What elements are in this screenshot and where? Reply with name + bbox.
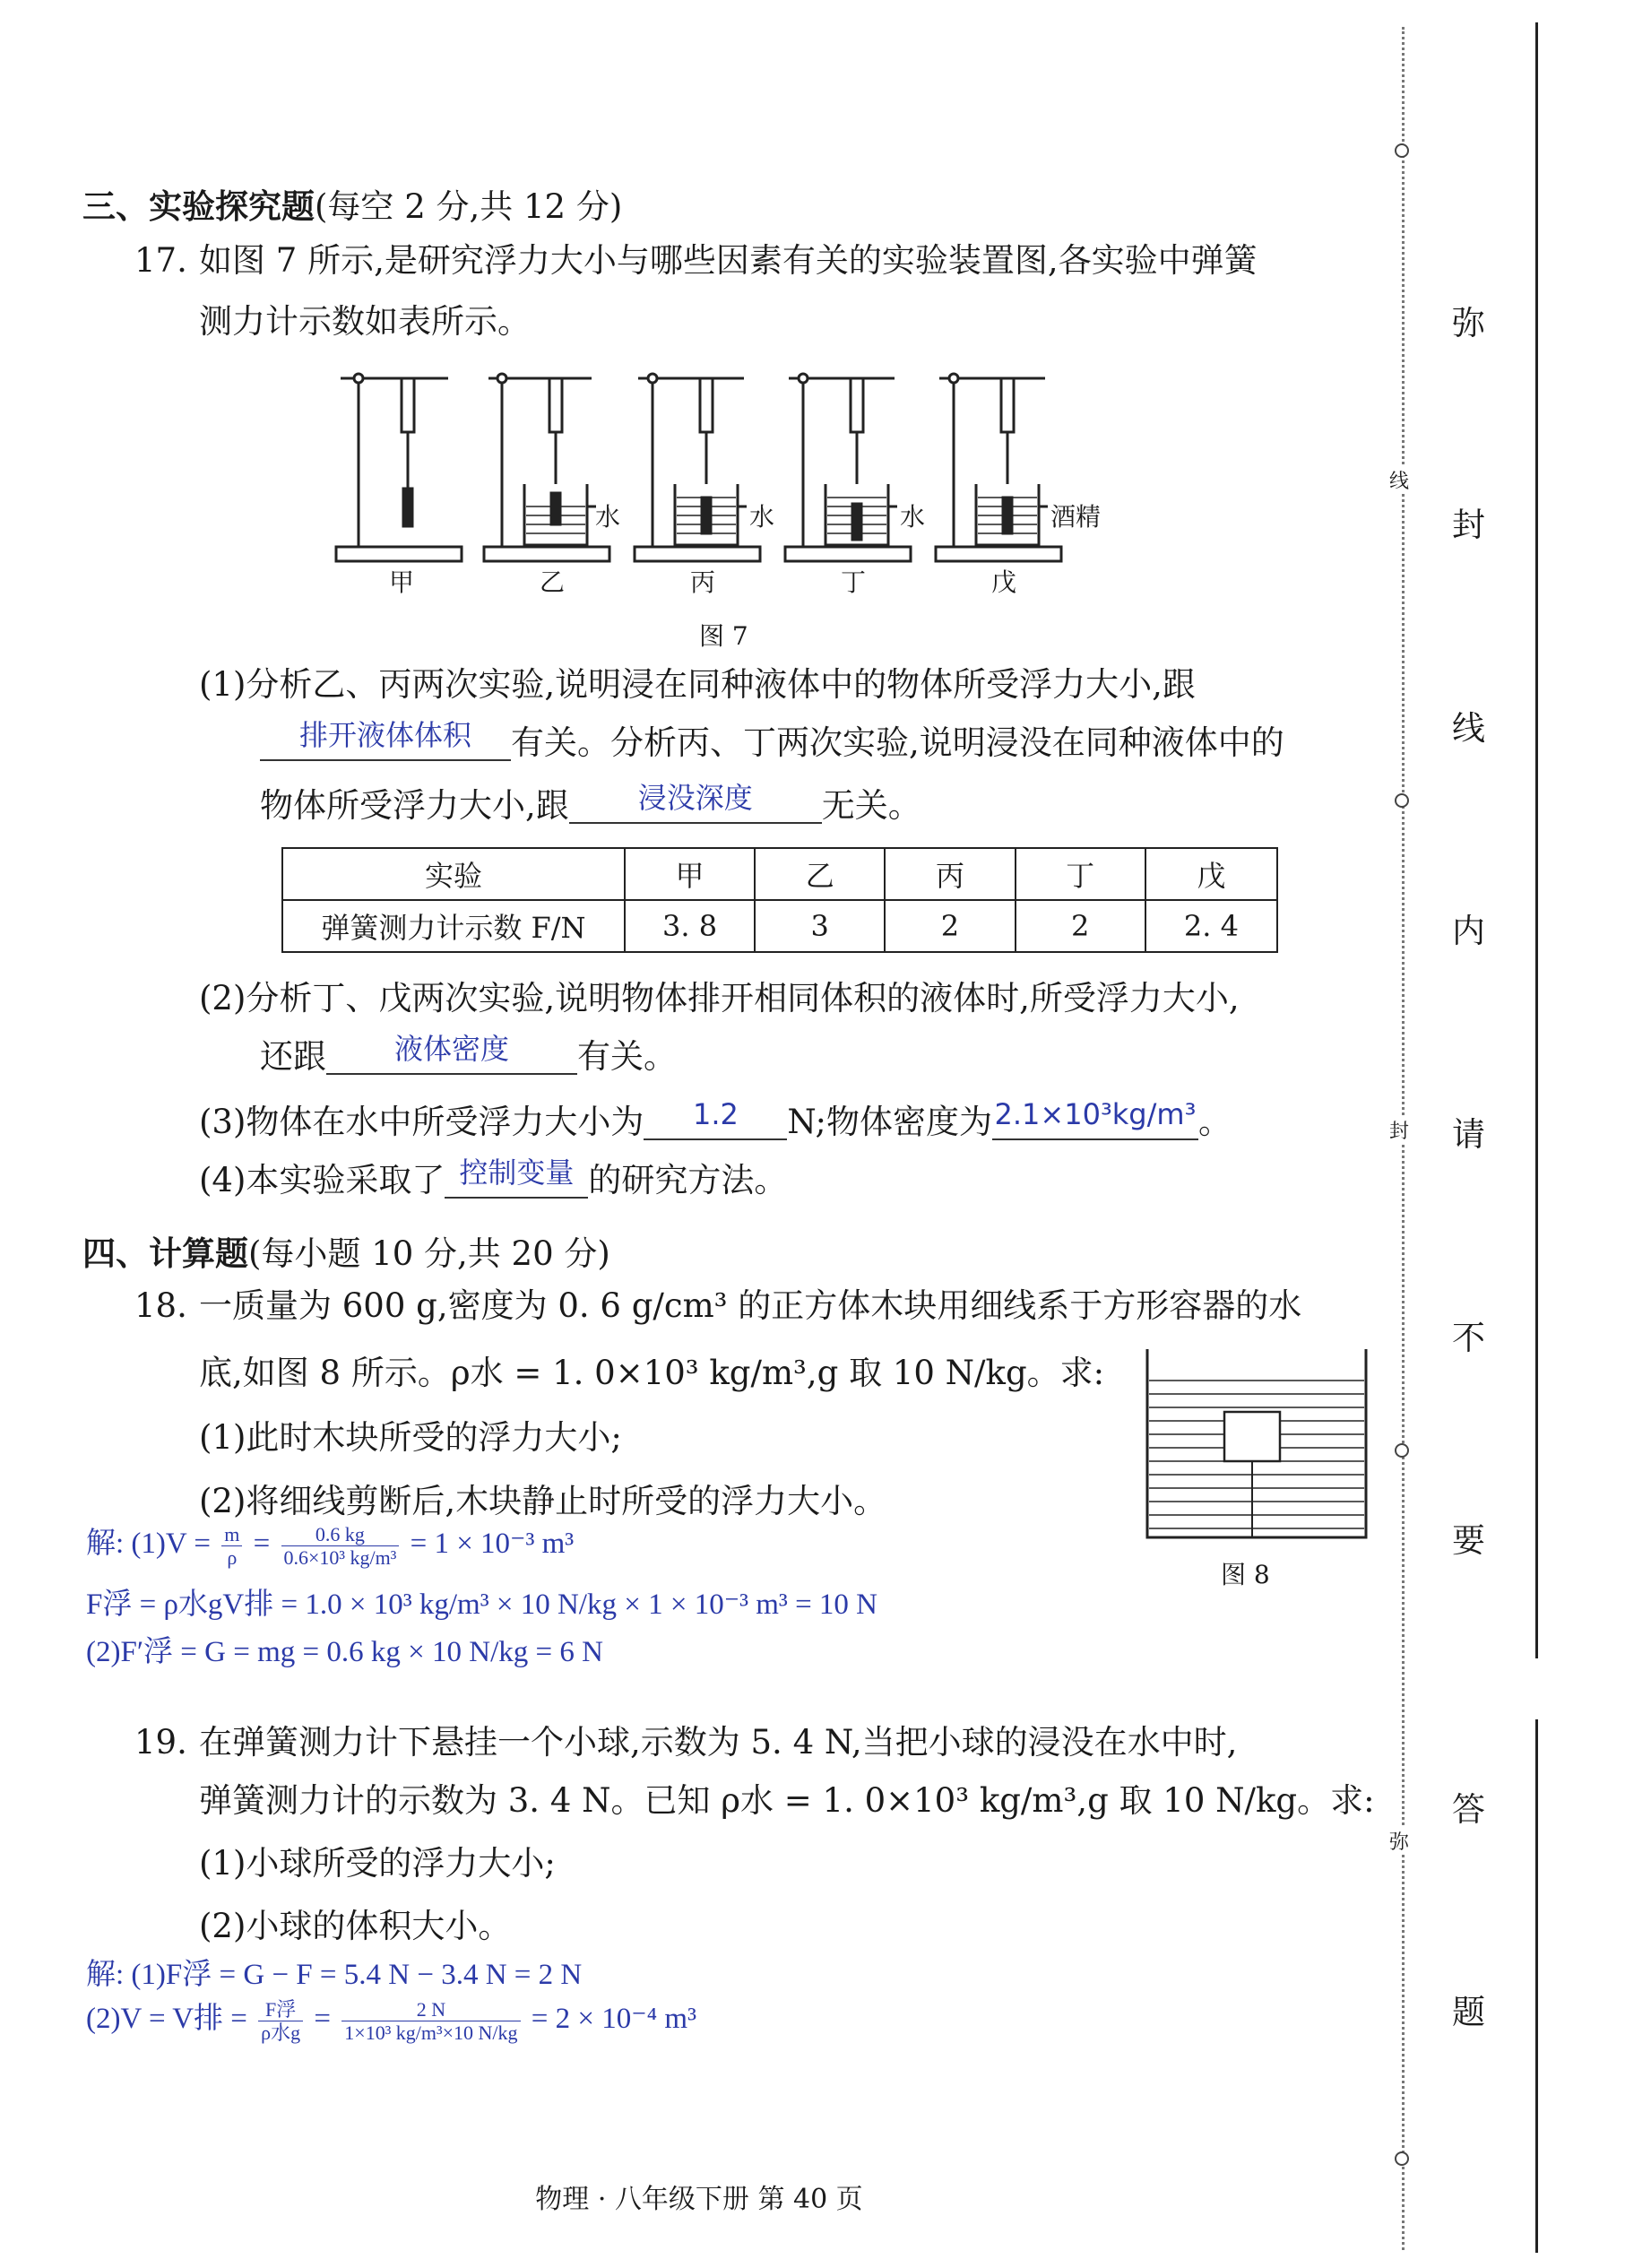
figure-7-caption: 图 7 — [699, 621, 748, 651]
side-char: 请 — [1452, 1115, 1485, 1154]
answer-5: 2.1×10³kg/m³ — [994, 1097, 1197, 1131]
q17-p1-line1: (1)分析乙、丙两次实验,说明浸在同种液体中的物体所受浮力大小,跟 — [199, 665, 1196, 704]
margin-mark: 线 — [1389, 466, 1409, 494]
answer-blank-1 — [260, 718, 511, 761]
q18-solution-line1: 解: (1)V = $\frac{m}{\rho}$ = $\frac{0.6 kg}{\text{0.6×10³ kg/m³}}$ = 1 × 10⁻³ m³ — [86, 1522, 575, 1569]
side-char: 不 — [1452, 1319, 1485, 1357]
answer-blank-5 — [992, 1097, 1198, 1140]
q17-p2-line1: (2)分析丁、戊两次实验,说明物体排开相同体积的液体时,所受浮力大小, — [199, 979, 1240, 1017]
margin-mark: 弥 — [1389, 1827, 1409, 1855]
table-cell: 3 — [755, 900, 885, 952]
table-cell: 弹簧测力计示数 F/N — [282, 900, 625, 952]
side-char: 线 — [1452, 709, 1485, 748]
side-char: 题 — [1452, 1993, 1485, 2031]
q18-number: 18. — [134, 1286, 187, 1325]
table-header: 丁 — [1016, 848, 1145, 900]
q17-p4: (4)本实验采取了 控制变量 的研究方法。 — [199, 1156, 788, 1199]
fig7-label-wu: 戊 — [991, 567, 1017, 597]
section4-title: 四、计算题(每小题 10 分,共 20 分) — [82, 1234, 610, 1273]
table-header: 丙 — [885, 848, 1015, 900]
q17-p2-line2: 还跟 液体密度 有关。 — [260, 1032, 677, 1076]
q17-stem-line1: 如图 7 所示,是研究浮力大小与哪些因素有关的实验装置图,各实验中弹簧 — [199, 241, 1258, 280]
apparatus-wu — [936, 374, 1061, 561]
q19-line1: 在弹簧测力计下悬挂一个小球,示数为 5. 4 N,当把小球的浸没在水中时, — [199, 1723, 1238, 1762]
liquid-label-yi: 水 — [595, 502, 621, 532]
table-header: 甲 — [625, 848, 755, 900]
cut-circle — [1395, 143, 1409, 158]
fig7-label-yi: 乙 — [540, 567, 566, 597]
q17-stem-line2: 测力计示数如表所示。 — [199, 302, 531, 341]
answer-blank-2 — [569, 781, 822, 824]
side-char: 内 — [1452, 912, 1485, 950]
cut-circle — [1395, 793, 1409, 808]
q18-sub2: (2)将细线剪断后,木块静止时所受的浮力大小。 — [199, 1482, 887, 1520]
side-char: 弥 — [1452, 304, 1485, 342]
table-header: 戊 — [1145, 848, 1277, 900]
fig7-label-ding: 丁 — [841, 567, 867, 597]
answer-3: 液体密度 — [393, 1032, 509, 1066]
table-cell: 3. 8 — [625, 900, 755, 952]
liquid-label-bing: 水 — [749, 502, 775, 532]
q18-line2: 底,如图 8 所示。ρ水 = 1. 0×10³ kg/m³,g 取 10 N/kg。求: — [199, 1354, 1105, 1392]
answer-4: 1.2 — [692, 1097, 739, 1131]
answer-blank-4 — [644, 1097, 787, 1140]
data-table — [281, 847, 1278, 953]
table-header: 乙 — [755, 848, 885, 900]
fig7-label-bing: 丙 — [690, 567, 716, 597]
binding-line-bottom — [1535, 1719, 1538, 2253]
q17-number: 17. — [134, 241, 187, 280]
fig7-label-jia: 甲 — [389, 567, 415, 597]
table-header-row — [282, 848, 1277, 900]
apparatus-yi — [484, 374, 609, 561]
q19-solution-line2: (2)V = V排 = $\frac{\text{F浮}}{\text{ρ水g}}$ = $\frac{2 N}{\text{1×10³ kg/m³×10 N/kg}}$ = 2 × 10⁻⁴ m³ — [86, 1997, 696, 2044]
liquid-label-wu: 酒精 — [1050, 502, 1102, 532]
binding-line-top — [1535, 22, 1538, 1658]
liquid-label-ding: 水 — [900, 502, 926, 532]
q18-solution-line2: F浮 = ρ水gV排 = 1.0 × 10³ kg/m³ × 10 N/kg × 1 × 10⁻³ m³ = 10 N — [86, 1588, 878, 1621]
side-char: 要 — [1452, 1521, 1485, 1560]
cut-circle — [1395, 1443, 1409, 1458]
table-cell: 2 — [1016, 900, 1145, 952]
side-char: 封 — [1452, 506, 1485, 544]
answer-2: 浸没深度 — [637, 781, 753, 815]
table-row — [282, 900, 1277, 952]
q19-sub2: (2)小球的体积大小。 — [199, 1907, 512, 1945]
cut-circle — [1395, 2151, 1409, 2166]
answer-1: 排开液体体积 — [298, 718, 471, 752]
q19-line2: 弹簧测力计的示数为 3. 4 N。已知 ρ水 = 1. 0×10³ kg/m³,g 取 10 N/kg。求: — [199, 1781, 1375, 1820]
figure-8-caption: 图 8 — [1221, 1560, 1270, 1589]
side-char: 答 — [1452, 1790, 1485, 1829]
q19-sub1: (1)小球所受的浮力大小; — [199, 1844, 556, 1883]
margin-mark: 封 — [1389, 1116, 1409, 1144]
table-cell: 2. 4 — [1145, 900, 1277, 952]
q17-p1-line3: 物体所受浮力大小,跟 浸没深度 无关。 — [260, 781, 921, 825]
answer-blank-6 — [445, 1156, 588, 1199]
q19-solution-line1: 解: (1)F浮 = G − F = 5.4 N − 3.4 N = 2 N — [86, 1959, 583, 1991]
q17-p1-line2: 排开液体体积 有关。分析丙、丁两次实验,说明浸没在同种液体中的 — [260, 726, 1284, 761]
section3-title: 三、实验探究题(每空 2 分,共 12 分) — [82, 187, 623, 226]
q18-sub1: (1)此时木块所受的浮力大小; — [199, 1418, 622, 1457]
table-header: 实验 — [282, 848, 625, 900]
q19-number: 19. — [134, 1723, 187, 1762]
q17-p3: (3)物体在水中所受浮力大小为 1.2 N;物体密度为2.1×10³kg/m³。 — [199, 1097, 1232, 1141]
apparatus-ding — [785, 374, 911, 561]
table-cell: 2 — [885, 900, 1015, 952]
q18-line1: 一质量为 600 g,密度为 0. 6 g/cm³ 的正方体木块用细线系于方形容器的水 — [199, 1286, 1302, 1325]
apparatus-jia — [336, 374, 462, 561]
page-footer: 物理 · 八年级下册 第 40 页 — [535, 2184, 863, 2215]
q18-solution-line3: (2)F′浮 = G = mg = 0.6 kg × 10 N/kg = 6 N — [86, 1636, 603, 1668]
apparatus-bing — [635, 374, 760, 561]
answer-6: 控制变量 — [459, 1156, 575, 1190]
figure-8 — [1145, 1345, 1370, 1542]
